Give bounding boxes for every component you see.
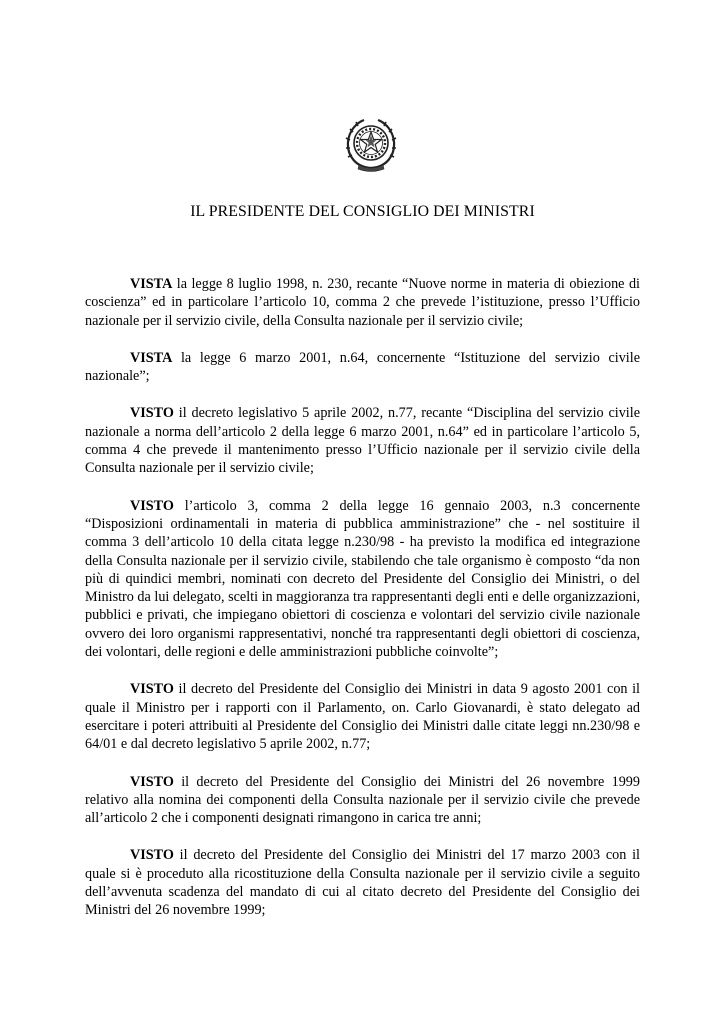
paragraph-1 — [85, 275, 640, 330]
page-title: IL PRESIDENTE DEL CONSIGLIO DEI MINISTRI — [190, 203, 535, 220]
paragraph-keyword: VISTA — [130, 276, 173, 292]
paragraph-text: la legge 8 luglio 1998, n. 230, recante “Nuove norme in materia di obiezione di coscienza” ed in particolare l’articolo 10, comma 2 che prevede l’istituzione, presso l’Ufficio nazionale per il servizio civile, della Consulta nazionale per il servizio civile; — [85, 276, 640, 329]
paragraph-keyword: VISTO — [130, 405, 174, 422]
paragraph-3 — [85, 404, 640, 477]
paragraph-keyword: VISTO — [130, 497, 174, 514]
paragraph-text: il decreto legislativo 5 aprile 2002, n.77, recante “Disciplina del servizio civile nazionale a norma dell’articolo 2 della legge 6 marzo 2001, n.64” ed in particolare l’articolo 5, comma 4 che prevede il mantenimento presso l’Ufficio nazionale per il servizio civile della Consulta nazionale per il servizio civile; — [85, 405, 640, 477]
italian-republic-emblem-icon — [343, 115, 399, 173]
paragraph-text: l’articolo 3, comma 2 della legge 16 gennaio 2003, n.3 concernente “Disposizioni ordinamentali in materia di pubblica amministrazione” che - nel sostituire il comma 3 dell’articolo 10 della citata legge n.230/98 - ha previsto la modifica ed integrazione della Consulta nazionale per il servizio civile, stabilendo che tale organismo è composto “da non più di quindici membri, nominati con decreto del Presidente del Consiglio dei Ministri, o del Ministro da lui delegato, scelti in maggioranza tra rappresentanti degli enti e delle organizzazioni, pubblici e privati, che impiegano obiettori di coscienza e volontari del servizio civile nazionale ovvero dei loro organismi rappresentativi, nonché tra rappresentanti degli obiettori di coscienza, dei volontari, delle regioni e delle amministrazioni pubbliche coinvolte”; — [85, 497, 640, 661]
paragraph-text: il decreto del Presidente del Consiglio dei Ministri in data 9 agosto 2001 con il quale il Ministro per i rapporti con il Parlamento, on. Carlo Giovanardi, è stato delegato ad esercitare i poteri attribuiti al Presidente del Consiglio dei Ministri dalle citate leggi nn.230/98 e 64/01 e dal decreto legislativo 5 aprile 2002, n.77; — [85, 681, 640, 753]
paragraph-text: il decreto del Presidente del Consiglio dei Ministri del 26 novembre 1999 relativo alla nomina dei componenti della Consulta nazionale per il servizio civile che prevede all’articolo 2 che i componenti designati rimangono in carica tre anni; — [85, 773, 640, 827]
paragraph-5 — [85, 680, 640, 753]
paragraph-text: il decreto del Presidente del Consiglio dei Ministri del 17 marzo 2003 con il quale si è proceduto alla ricostituzione della Consulta nazionale per il servizio civile a seguito dell’avvenuta scadenza del mandato di cui al citato decreto del Presidente del Consiglio dei Ministri del 26 novembre 1999; — [85, 847, 640, 919]
paragraph-4 — [85, 497, 640, 662]
paragraph-text: la legge 6 marzo 2001, n.64, concernente “Istituzione del servizio civile nazionale”; — [85, 349, 640, 385]
paragraph-keyword: VISTO — [130, 847, 174, 864]
document-body — [85, 275, 640, 939]
paragraph-7 — [85, 846, 640, 919]
paragraph-keyword: VISTO — [130, 773, 174, 790]
paragraph-2 — [85, 349, 640, 386]
paragraph-6 — [85, 773, 640, 828]
paragraph-keyword: VISTO — [130, 681, 174, 698]
paragraph-keyword: VISTA — [130, 349, 173, 366]
